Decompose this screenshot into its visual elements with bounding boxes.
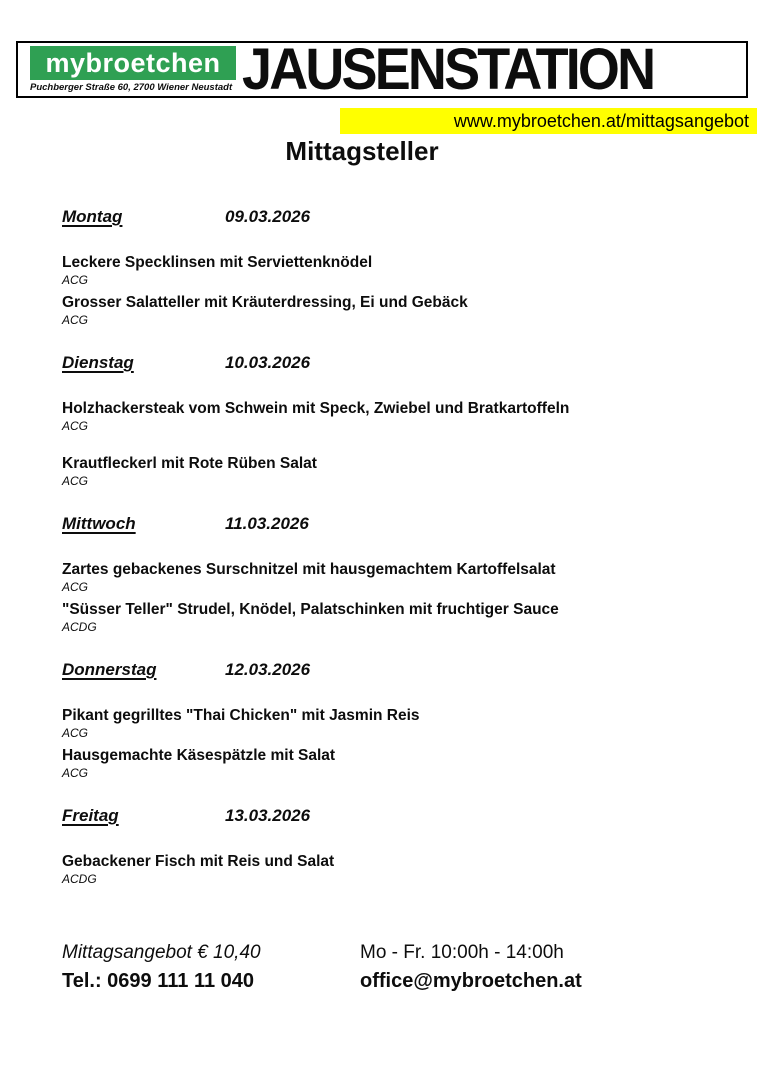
price-label: Mittagsangebot € 10,40 <box>62 942 261 963</box>
menu-item <box>62 852 722 887</box>
day-heading <box>62 805 722 826</box>
day-name: Montag <box>62 207 123 226</box>
logo-address: Puchberger Straße 60, 2700 Wiener Neustadt <box>30 82 233 93</box>
email-address: office@mybroetchen.at <box>360 970 582 992</box>
brand-logo <box>30 46 236 93</box>
day-date: 13.03.2026 <box>225 806 311 825</box>
day-section <box>62 805 722 887</box>
day-items <box>62 399 722 489</box>
allergen-codes: ACG <box>62 474 89 488</box>
dish-name: Zartes gebackenes Surschnitzel mit hausgemachtem Kartoffelsalat <box>62 561 556 578</box>
dish-name: Hausgemachte Käsespätzle mit Salat <box>62 747 336 764</box>
day-items <box>62 706 722 781</box>
day-date: 09.03.2026 <box>225 207 311 226</box>
dish-name: Holzhackersteak vom Schwein mit Speck, Zwiebel und Bratkartoffeln <box>62 400 570 417</box>
dish-name: Leckere Specklinsen mit Serviettenknödel <box>62 254 373 271</box>
website-banner: www.mybroetchen.at/mittagsangebot <box>340 108 757 134</box>
menu-item <box>62 293 722 328</box>
day-name: Donnerstag <box>62 660 157 679</box>
menu-item <box>62 399 722 434</box>
allergen-codes: ACG <box>62 726 89 740</box>
dish-name: Pikant gegrilltes "Thai Chicken" mit Jasmin Reis <box>62 707 420 724</box>
allergen-codes: ACG <box>62 766 89 780</box>
day-heading <box>62 513 722 534</box>
menu-item <box>62 600 722 635</box>
day-items <box>62 253 722 328</box>
footer <box>62 938 722 996</box>
footer-row-1 <box>62 938 722 967</box>
allergen-codes: ACG <box>62 419 89 433</box>
day-name: Freitag <box>62 806 119 825</box>
day-section <box>62 352 722 489</box>
day-date: 11.03.2026 <box>225 514 309 533</box>
day-name: Dienstag <box>62 353 134 372</box>
opening-hours: Mo - Fr. 10:00h - 14:00h <box>360 942 564 963</box>
dish-name: Grosser Salatteller mit Kräuterdressing, Ei und Gebäck <box>62 294 468 311</box>
day-items <box>62 560 722 635</box>
logo-wordmark: mybroetchen <box>30 46 236 80</box>
allergen-codes: ACDG <box>62 620 97 634</box>
allergen-codes: ACG <box>62 580 89 594</box>
day-section <box>62 206 722 328</box>
dish-name: Gebackener Fisch mit Reis und Salat <box>62 853 335 870</box>
menu-item <box>62 706 722 741</box>
day-date: 10.03.2026 <box>225 353 311 372</box>
day-name: Mittwoch <box>62 514 136 533</box>
menu-item <box>62 560 722 595</box>
menu-item <box>62 454 722 489</box>
header <box>16 36 748 102</box>
brand-title: JAUSENSTATION <box>242 36 654 102</box>
day-section <box>62 513 722 635</box>
day-items <box>62 852 722 887</box>
day-heading <box>62 352 722 373</box>
page-title: Mittagsteller <box>285 136 439 166</box>
menu-item <box>62 253 722 288</box>
allergen-codes: ACG <box>62 313 89 327</box>
allergen-codes: ACG <box>62 273 89 287</box>
day-section <box>62 659 722 781</box>
day-date: 12.03.2026 <box>225 660 311 679</box>
weekly-menu <box>62 206 722 911</box>
dish-name: Krautfleckerl mit Rote Rüben Salat <box>62 455 317 472</box>
phone-number: Tel.: 0699 111 11 040 <box>62 970 255 992</box>
allergen-codes: ACDG <box>62 872 97 886</box>
footer-row-2 <box>62 967 722 996</box>
menu-item <box>62 746 722 781</box>
dish-name: "Süsser Teller" Strudel, Knödel, Palatschinken mit fruchtiger Sauce <box>62 601 559 618</box>
day-heading <box>62 206 722 227</box>
day-heading <box>62 659 722 680</box>
